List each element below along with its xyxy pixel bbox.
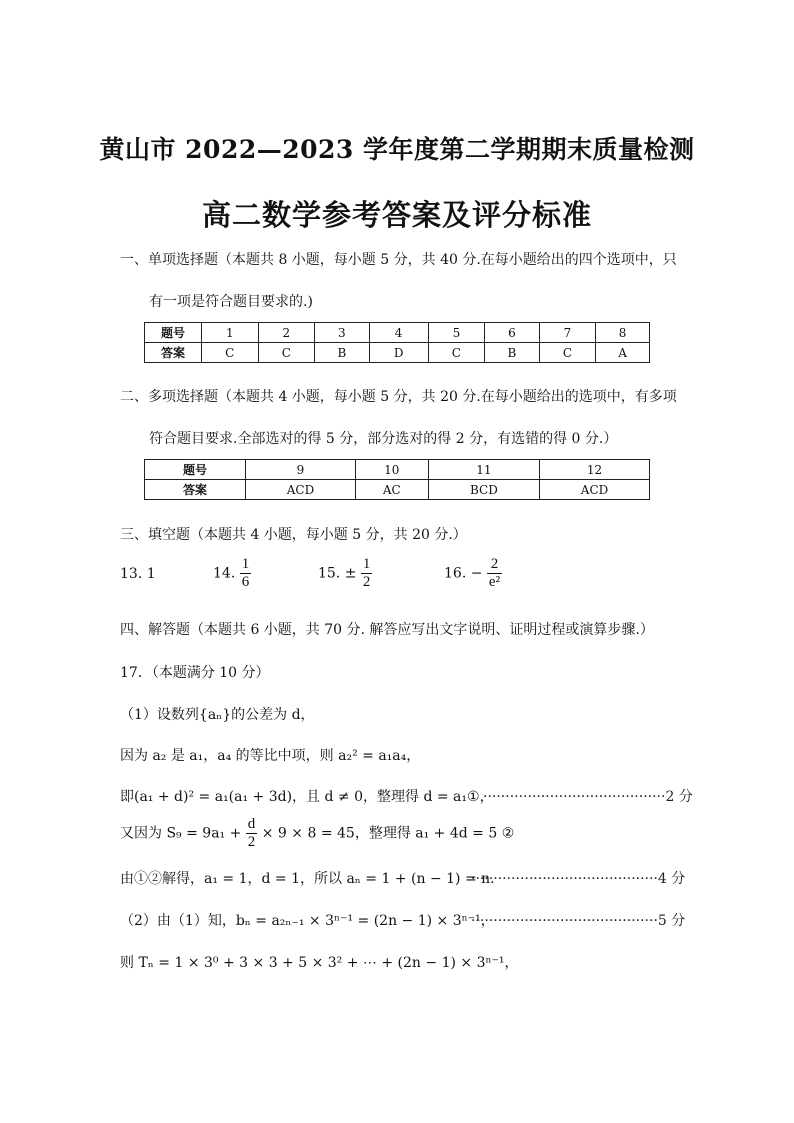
- question-number: 9: [246, 460, 356, 480]
- section3-heading: 三、填空题（本题共 4 小题，每小题 5 分，共 20 分.）: [120, 527, 467, 543]
- solution-line: 则 Tₙ = 1 × 3⁰ + 3 × 3 + 5 × 3² + ⋯ + (2n − 1) × 3ⁿ⁻¹，: [120, 955, 519, 971]
- answer-cell: ACD: [246, 480, 356, 500]
- numerator: d: [247, 816, 256, 832]
- fraction: [246, 816, 258, 851]
- question-number: 11: [428, 460, 539, 480]
- answer-cell: C: [428, 343, 485, 363]
- fraction: [361, 556, 373, 591]
- answer-14-prefix: 14.: [213, 565, 236, 582]
- section4-heading: 四、解答题（本题共 6 小题，共 70 分. 解答应写出文字说明、证明过程或演算步骤.）: [120, 622, 654, 638]
- answer-cell: ACD: [540, 480, 650, 500]
- answer-cell: AC: [355, 480, 428, 500]
- section2-heading-cont: 符合题目要求.全部选对的得 5 分，部分选对的得 2 分，有选错的得 0 分.）: [149, 431, 618, 447]
- row-label: 题号: [145, 323, 202, 343]
- answer-key-title: 高二数学参考答案及评分标准: [201, 198, 592, 232]
- answer-cell: C: [539, 343, 596, 363]
- answer-15: [318, 556, 372, 591]
- single-choice-table: [144, 322, 650, 363]
- row-label: 题号: [145, 460, 246, 480]
- table-row: [145, 480, 650, 500]
- fraction: [487, 556, 502, 591]
- answer-cell: C: [258, 343, 315, 363]
- answer-13: 13. 1: [120, 566, 156, 582]
- question-number: 1: [202, 323, 259, 343]
- solution-line: （2）由（1）知，bₙ = a₂ₙ₋₁ × 3ⁿ⁻¹ = (2n − 1) × 3ⁿ⁻¹，: [120, 913, 495, 929]
- multi-choice-table: [144, 459, 650, 500]
- answer-cell: C: [202, 343, 259, 363]
- denominator: e²: [488, 574, 501, 590]
- answer-16-prefix: 16. −: [444, 565, 483, 582]
- question-number: 6: [485, 323, 540, 343]
- question-number: 12: [540, 460, 650, 480]
- row-label: 答案: [145, 480, 246, 500]
- table-row: [145, 323, 650, 343]
- score-marker: ·········································2 分: [483, 789, 693, 805]
- question-number: 8: [596, 323, 650, 343]
- question-17-heading: 17．（本题满分 10 分）: [120, 665, 270, 681]
- question-number: 3: [315, 323, 370, 343]
- equation-suffix: × 9 × 8 = 45，整理得 a₁ + 4d = 5 ②: [261, 825, 515, 842]
- denominator: 6: [241, 574, 250, 590]
- section1-heading-cont: 有一项是符合题目要求的.): [149, 294, 313, 310]
- question-number: 7: [539, 323, 596, 343]
- numerator: 1: [241, 556, 250, 572]
- table-row: [145, 343, 650, 363]
- answer-cell: B: [485, 343, 540, 363]
- numerator: 2: [487, 556, 502, 574]
- fraction: [240, 556, 252, 591]
- answer-cell: B: [315, 343, 370, 363]
- solution-line: [120, 816, 514, 851]
- section1-heading: 一、单项选择题（本题共 8 小题，每小题 5 分，共 40 分.在每小题给出的四个选项中，只: [120, 252, 677, 268]
- solution-line: 因为 a₂ 是 a₁，a₄ 的等比中项，则 a₂² = a₁a₄，: [120, 748, 421, 764]
- answer-14: [213, 556, 251, 591]
- answer-15-prefix: 15. ±: [318, 565, 357, 582]
- score-marker: ··········································4 分: [471, 871, 686, 887]
- question-number: 5: [428, 323, 485, 343]
- answer-cell: D: [369, 343, 428, 363]
- denominator: 2: [247, 834, 256, 850]
- section2-heading: 二、多项选择题（本题共 4 小题，每小题 5 分，共 20 分.在每小题给出的选项中，有多项: [120, 389, 677, 405]
- score-marker: ··········································5 分: [471, 913, 686, 929]
- table-row: [145, 460, 650, 480]
- numerator: 1: [362, 556, 371, 572]
- denominator: 2: [362, 574, 371, 590]
- solution-line: （1）设数列{aₙ}的公差为 d，: [120, 707, 315, 723]
- question-number: 2: [258, 323, 315, 343]
- solution-line: 即(a₁ + d)² = a₁(a₁ + 3d)，且 d ≠ 0，整理得 d = a₁①，: [120, 789, 494, 805]
- question-number: 4: [369, 323, 428, 343]
- equation-prefix: 又因为 S₉ = 9a₁ +: [120, 825, 242, 842]
- row-label: 答案: [145, 343, 202, 363]
- question-number: 10: [355, 460, 428, 480]
- answer-16: [444, 556, 502, 591]
- answer-cell: BCD: [428, 480, 539, 500]
- answer-cell: A: [596, 343, 650, 363]
- exam-title: 黄山市 2022—2023 学年度第二学期期末质量检测: [99, 135, 695, 164]
- solution-line: 由①②解得，a₁ = 1，d = 1，所以 aₙ = 1 + (n − 1) = n．: [120, 871, 505, 887]
